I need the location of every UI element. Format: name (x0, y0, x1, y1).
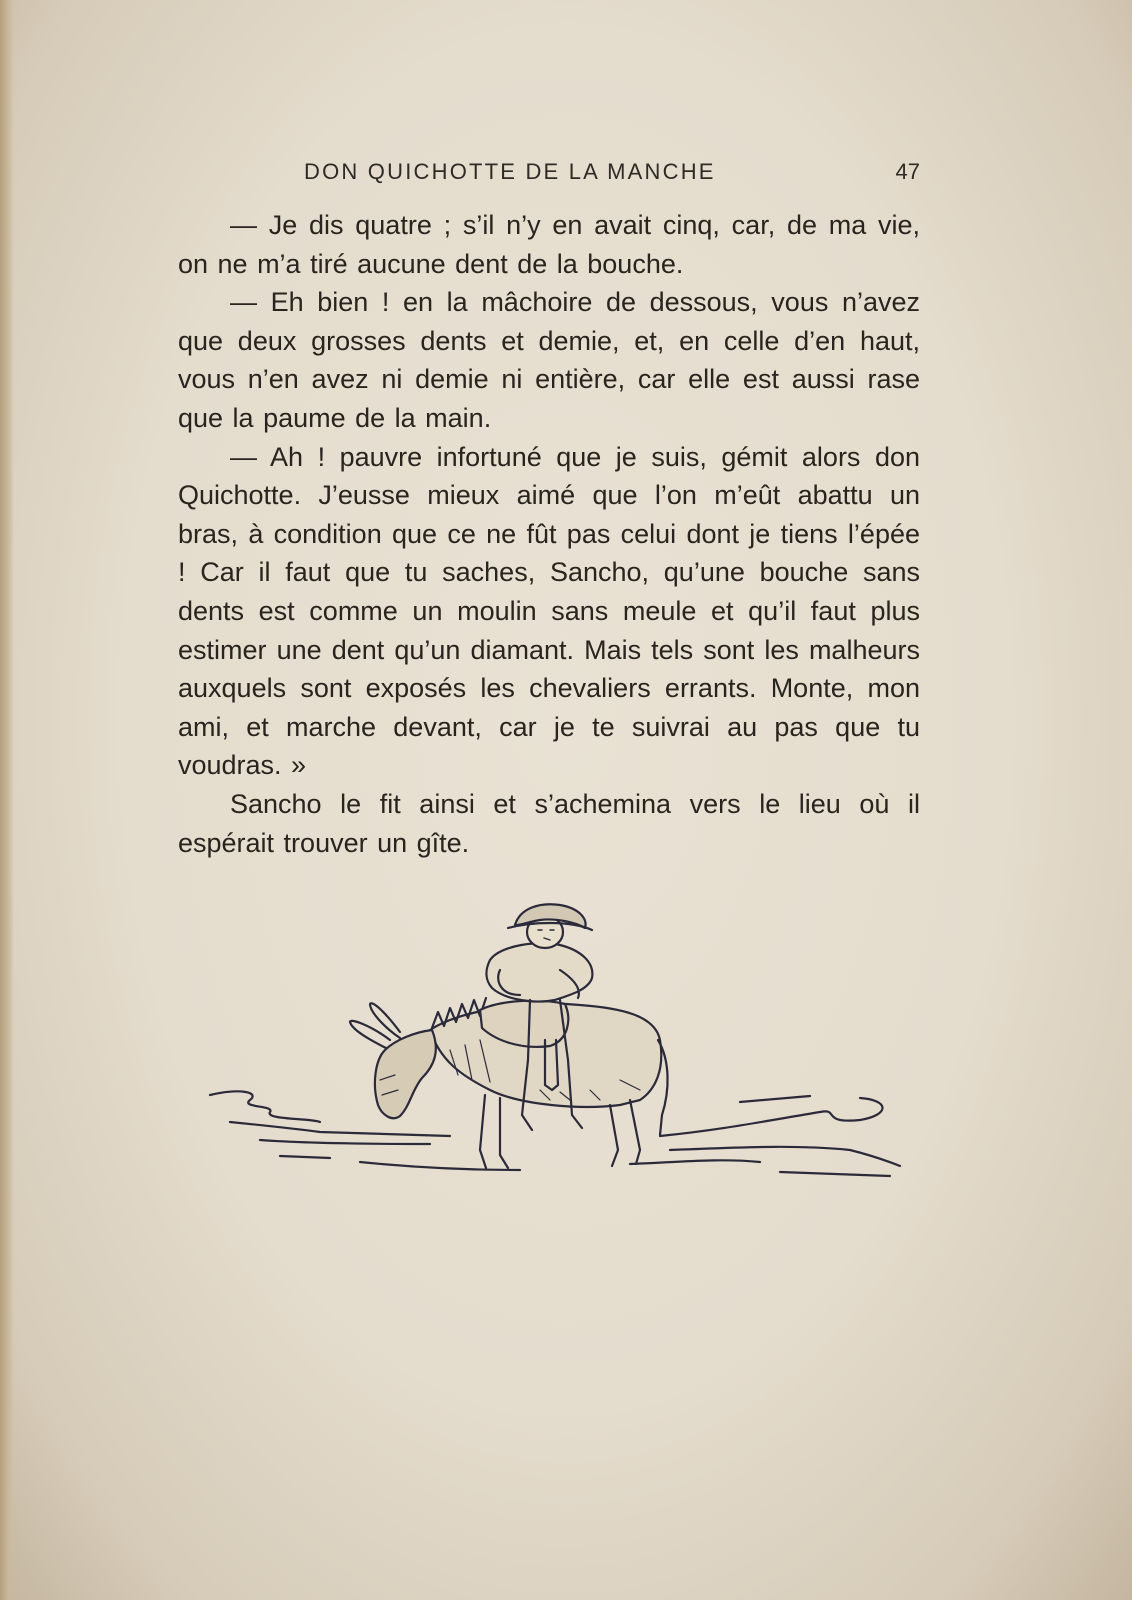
page-number: 47 (895, 159, 920, 184)
sancho-on-donkey-illustration (200, 900, 910, 1220)
paragraph: — Je dis quatre ; s’il n’y en avait cinq, car, de ma vie, on ne m’a tiré aucune dent de la bouche. (178, 210, 920, 279)
donkey-ear (370, 1003, 400, 1038)
running-title: DON QUICHOTTE DE LA MANCHE (304, 159, 716, 184)
donkey-leg (480, 1095, 508, 1168)
ground-scribble-right (630, 1160, 890, 1176)
donkey-head (375, 1030, 436, 1118)
ground-scribble-right (660, 1098, 883, 1136)
rider-body (486, 943, 592, 1001)
donkey-leg (610, 1100, 640, 1166)
ground-scribble-right (740, 1096, 810, 1102)
running-head (304, 159, 924, 191)
paragraph: Sancho le fit ainsi et s’achemina vers le lieu où il espérait trouver un gîte. (178, 788, 920, 858)
ground-scribble-right (670, 1147, 900, 1166)
paragraph: — Eh bien ! en la mâchoire de dessous, vous n’avez que deux grosses dents et demie, et, en celle d’en haut, vous n’en avez ni demie ni entière, car elle est aussi rase que la paume de la main. (178, 287, 920, 433)
ground-scribble-left (230, 1122, 450, 1136)
ground-scribble-left (210, 1091, 320, 1122)
ground-scribble-left (260, 1140, 430, 1144)
paragraph: — Ah ! pauvre infortuné que je suis, gémit alors don Quichotte. J’eusse mieux aimé que l’on m’eût abattu un bras, à condition que ce ne fût pas celui dont je tiens l’épée ! Car il faut que tu saches, Sancho, qu’une bouche sans dents est comme un moulin sans meule et qu’il faut plus estimer une dent qu’un diamant. Mais tels sont les malheurs auxquels sont exposés les chevaliers errants. Monte, mon ami, et marche devant, car je te suivrai au pas que tu voudras. » (178, 441, 920, 781)
body-text (178, 206, 920, 862)
page-binding-edge (0, 0, 14, 1600)
